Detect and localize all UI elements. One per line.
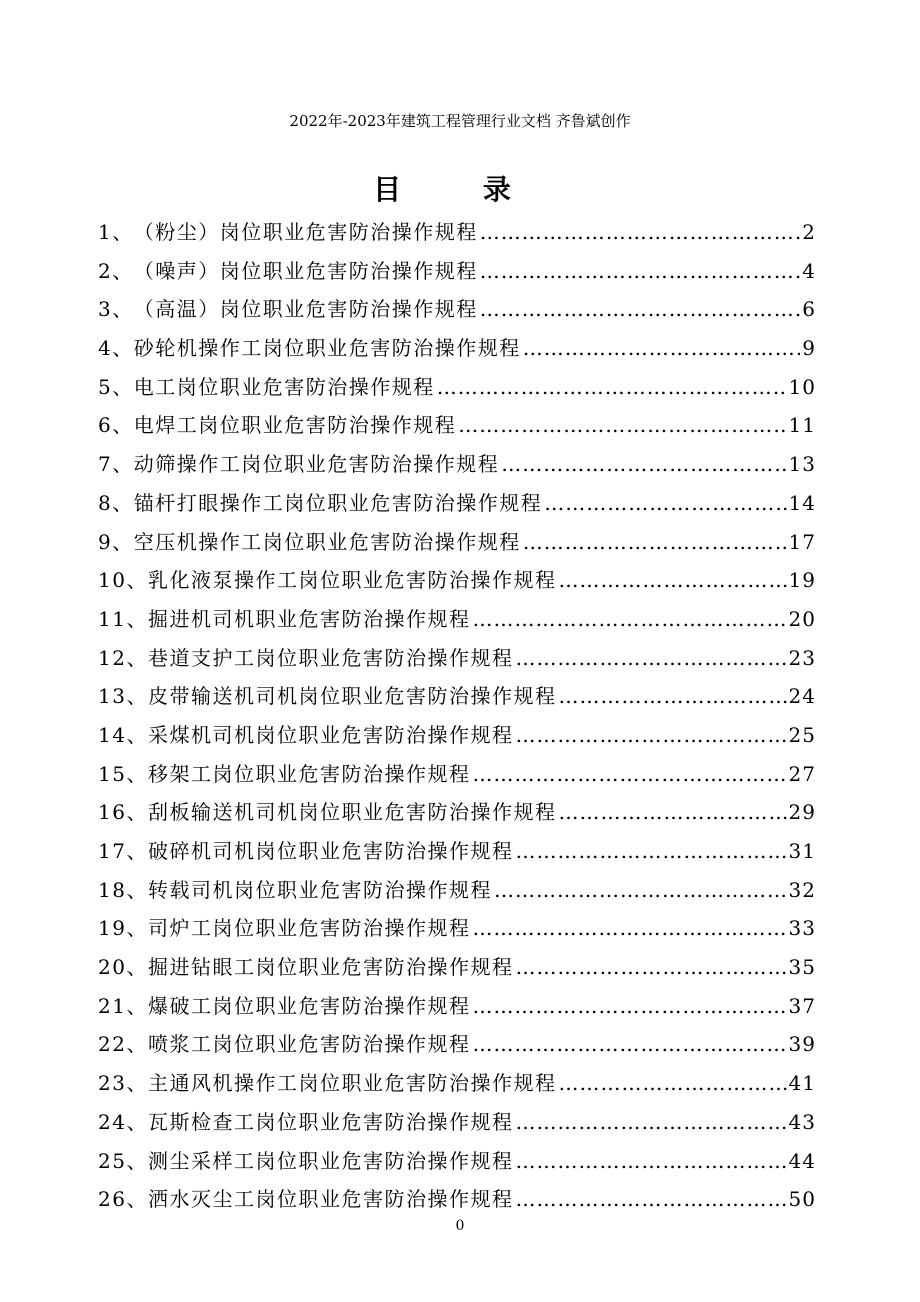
toc-entry-title: 移架工岗位职业危害防治操作规程 <box>147 761 471 786</box>
toc-entry-number: 25、 <box>98 1148 148 1173</box>
toc-entry-page: 41 <box>788 1071 816 1096</box>
toc-entry-page: 20 <box>788 606 816 631</box>
toc-leader-dots <box>437 368 787 407</box>
toc-entry-title: （噪声）岗位职业危害防治操作规程 <box>133 258 478 283</box>
toc-entry-title: 司炉工岗位职业危害防治操作规程 <box>147 916 471 941</box>
toc-entry-page: 31 <box>788 839 816 863</box>
toc-entry-page: 44 <box>788 1148 816 1173</box>
toc-leader-dots <box>515 1142 786 1181</box>
toc-leader-dots <box>480 252 801 291</box>
toc-entry-number: 10、 <box>98 568 148 593</box>
toc-leader-dots <box>472 987 786 1026</box>
toc-entry-title: 刮板输送机司机岗位职业危害防治操作规程 <box>147 800 557 825</box>
toc-entry[interactable] <box>98 793 816 832</box>
toc-entry-page: 50 <box>788 1187 816 1212</box>
toc-entry-page: 43 <box>788 1109 816 1134</box>
toc-leader-dots <box>515 948 786 987</box>
toc-entry-title: （粉尘）岗位职业危害防治操作规程 <box>133 220 478 244</box>
toc-leader-dots <box>472 909 786 948</box>
toc-entry[interactable] <box>98 523 816 562</box>
toc-leader-dots <box>558 677 786 716</box>
toc-entry[interactable] <box>98 1064 816 1103</box>
toc-leader-dots <box>515 716 786 755</box>
toc-entry-title: 乳化液泵操作工岗位职业危害防治操作规程 <box>147 568 557 593</box>
toc-leader-dots <box>472 755 786 794</box>
toc-entry[interactable] <box>98 639 816 678</box>
toc-entry-number: 17、 <box>98 839 148 863</box>
toc-entry-page: 39 <box>788 1032 816 1057</box>
toc-title: 目 录 <box>373 173 547 206</box>
toc-entry-title: 瓦斯检查工岗位职业危害防治操作规程 <box>147 1109 514 1134</box>
toc-entry-number: 22、 <box>98 1032 148 1057</box>
toc-leader-dots <box>458 406 786 445</box>
toc-entry-number: 20、 <box>98 955 148 980</box>
toc-entry[interactable] <box>98 948 816 987</box>
toc-entry-number: 7、 <box>98 452 134 477</box>
toc-entry-title: 砂轮机操作工岗位职业危害防治操作规程 <box>133 336 521 361</box>
toc-entry-title: 破碎机司机岗位职业危害防治操作规程 <box>147 839 514 863</box>
toc-entry-title: 掘进钻眼工岗位职业危害防治操作规程 <box>147 955 514 980</box>
toc-entry[interactable] <box>98 716 816 755</box>
toc-entry-number: 4、 <box>98 336 134 361</box>
toc-entry[interactable] <box>98 832 816 871</box>
toc-leader-dots <box>515 1180 786 1219</box>
toc-entry-page: 19 <box>788 568 816 593</box>
toc-entry-page: 29 <box>788 800 816 825</box>
toc-entry[interactable] <box>98 484 816 523</box>
toc-entry[interactable] <box>98 677 816 716</box>
toc-leader-dots <box>494 871 787 910</box>
toc-entry-number: 5、 <box>98 374 134 399</box>
toc-entry-title: 动筛操作工岗位职业危害防治操作规程 <box>133 452 500 477</box>
toc-entry-title: 采煤机司机岗位职业危害防治操作规程 <box>147 722 514 747</box>
toc-entry-title: 空压机操作工岗位职业危害防治操作规程 <box>133 529 521 554</box>
toc-entry-number: 19、 <box>98 916 148 941</box>
toc-entry-page: 9 <box>802 336 816 361</box>
toc-entry[interactable] <box>98 1180 816 1219</box>
toc-entry-title: 皮带输送机司机岗位职业危害防治操作规程 <box>147 684 557 709</box>
page-number: 0 <box>455 1218 465 1234</box>
toc-entry-title: 转载司机岗位职业危害防治操作规程 <box>147 877 492 902</box>
toc-entry-page: 33 <box>788 916 816 941</box>
toc-entry-page: 10 <box>788 374 816 399</box>
toc-entry-number: 8、 <box>98 490 134 515</box>
toc-leader-dots <box>558 561 786 600</box>
toc-leader-dots <box>480 213 801 252</box>
toc-leader-dots <box>501 445 786 484</box>
toc-entry-number: 1、 <box>98 220 134 244</box>
toc-entry-page: 17 <box>788 529 816 554</box>
toc-entry-number: 23、 <box>98 1071 148 1096</box>
toc-entry-number: 24、 <box>98 1109 148 1134</box>
toc-leader-dots <box>472 600 786 639</box>
toc-entry-page: 14 <box>788 490 816 515</box>
toc-entry[interactable] <box>98 213 816 252</box>
toc-entry-page: 11 <box>788 413 816 438</box>
toc-entry[interactable] <box>98 1142 816 1181</box>
toc-entry-page: 6 <box>802 297 816 322</box>
toc-entry-page: 35 <box>788 955 816 980</box>
toc-entry-number: 21、 <box>98 993 148 1018</box>
toc-entry-number: 3、 <box>98 297 134 322</box>
toc-entry-page: 32 <box>788 877 816 902</box>
toc-entry-title: 测尘采样工岗位职业危害防治操作规程 <box>147 1148 514 1173</box>
toc-entry[interactable] <box>98 600 816 639</box>
toc-entry-title: （高温）岗位职业危害防治操作规程 <box>133 297 478 322</box>
toc-entry[interactable] <box>98 909 816 948</box>
toc-leader-dots <box>515 1103 786 1142</box>
toc-entry[interactable] <box>98 987 816 1026</box>
toc-entry[interactable] <box>98 329 816 368</box>
toc-entry-number: 6、 <box>98 413 134 438</box>
toc-entry-page: 24 <box>788 684 816 709</box>
toc-leader-dots <box>523 329 801 368</box>
toc-entry-number: 15、 <box>98 761 148 786</box>
toc-entry-title: 巷道支护工岗位职业危害防治操作规程 <box>147 645 514 670</box>
toc-entry-number: 11、 <box>98 606 148 631</box>
toc-entry-number: 18、 <box>98 877 148 902</box>
toc-entry-page: 37 <box>788 993 816 1018</box>
toc-entry[interactable] <box>98 1025 816 1064</box>
toc-leader-dots <box>544 484 786 523</box>
toc-leader-dots <box>515 832 786 871</box>
toc-entry-number: 14、 <box>98 722 148 747</box>
toc-entry[interactable] <box>98 1103 816 1142</box>
toc-entry-title: 喷浆工岗位职业危害防治操作规程 <box>147 1032 471 1057</box>
toc-entry-number: 2、 <box>98 258 134 283</box>
toc-leader-dots <box>558 793 786 832</box>
toc-entry[interactable] <box>98 406 816 445</box>
toc-entry-title: 爆破工岗位职业危害防治操作规程 <box>147 993 471 1018</box>
toc-entry-page: 13 <box>788 452 816 477</box>
toc-entry-page: 25 <box>788 722 816 747</box>
toc-entry[interactable] <box>98 561 816 600</box>
toc-entry-page: 2 <box>802 220 816 244</box>
toc-entry[interactable] <box>98 871 816 910</box>
toc-entry-title: 电焊工岗位职业危害防治操作规程 <box>133 413 457 438</box>
table-of-contents <box>98 213 816 1219</box>
toc-entry[interactable] <box>98 290 816 329</box>
toc-entry-title: 锚杆打眼操作工岗位职业危害防治操作规程 <box>133 490 543 515</box>
toc-entry-number: 13、 <box>98 684 148 709</box>
toc-entry[interactable] <box>98 252 816 291</box>
toc-entry-number: 26、 <box>98 1187 148 1212</box>
toc-entry-title: 掘进机司机职业危害防治操作规程 <box>147 606 471 631</box>
toc-entry[interactable] <box>98 368 816 407</box>
toc-entry-number: 12、 <box>98 645 148 670</box>
toc-leader-dots <box>472 1025 786 1064</box>
toc-entry-number: 9、 <box>98 529 134 554</box>
toc-entry-title: 主通风机操作工岗位职业危害防治操作规程 <box>147 1071 557 1096</box>
toc-entry-number: 16、 <box>98 800 148 825</box>
toc-leader-dots <box>558 1064 786 1103</box>
toc-entry[interactable] <box>98 755 816 794</box>
toc-leader-dots <box>515 639 786 678</box>
toc-entry[interactable] <box>98 445 816 484</box>
toc-entry-title: 电工岗位职业危害防治操作规程 <box>133 374 435 399</box>
toc-leader-dots <box>523 523 787 562</box>
toc-leader-dots <box>480 290 801 329</box>
toc-entry-page: 27 <box>788 761 816 786</box>
toc-entry-page: 4 <box>802 258 816 283</box>
document-header: 2022年-2023年建筑工程管理行业文档 齐鲁斌创作 <box>289 112 631 130</box>
toc-entry-title: 洒水灭尘工岗位职业危害防治操作规程 <box>147 1187 514 1212</box>
toc-entry-page: 23 <box>788 645 816 670</box>
